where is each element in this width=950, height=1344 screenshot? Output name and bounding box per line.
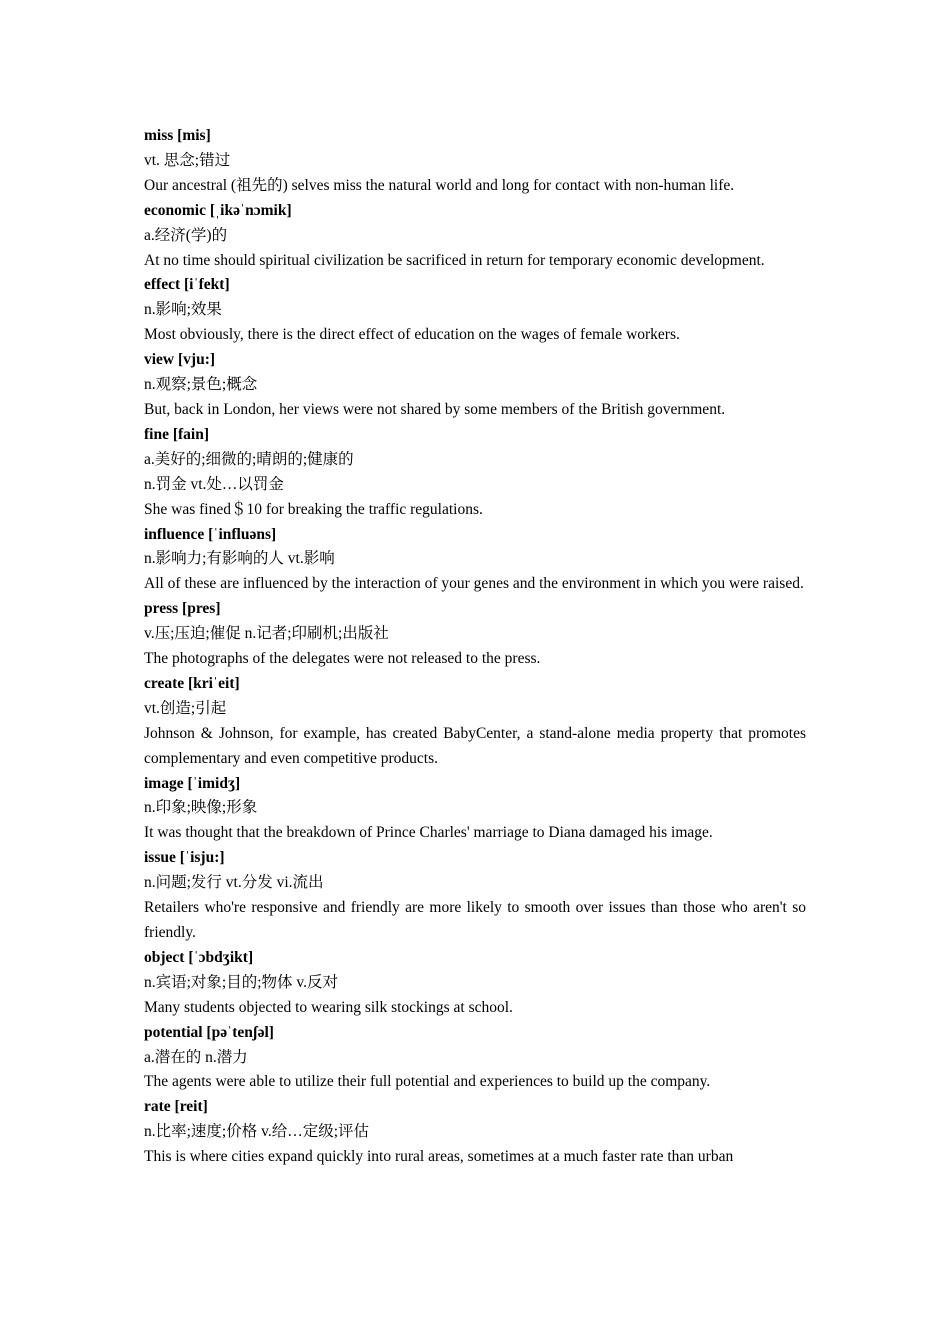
- definition: a.经济(学)的: [144, 226, 228, 244]
- definition: vt.创造;引起: [144, 699, 227, 717]
- headword: rate [reit]: [144, 1098, 208, 1116]
- example-sentence: She was fined＄10 for breaking the traffic regulations.: [144, 500, 483, 518]
- definition: n.问题;发行 vt.分发 vi.流出: [144, 874, 324, 892]
- definition: a.潜在的 n.潜力: [144, 1048, 248, 1066]
- vocab-entry: [144, 1095, 806, 1170]
- definition: n.观察;景色;概念: [144, 376, 258, 394]
- headword: issue [ˈisju:]: [144, 849, 225, 867]
- headword: influence [ˈinfluəns]: [144, 525, 277, 543]
- headword: potential [pəˈtenʃəl]: [144, 1023, 274, 1041]
- example-sentence: It was thought that the breakdown of Prince Charles' marriage to Diana damaged his image.: [144, 824, 713, 842]
- example-sentence: This is where cities expand quickly into rural areas, sometimes at a much faster rate than urban: [144, 1148, 734, 1166]
- example-sentence: The agents were able to utilize their full potential and experiences to build up the company.: [144, 1073, 711, 1091]
- headword: press [pres]: [144, 600, 221, 618]
- vocab-entry: [144, 423, 806, 523]
- vocab-entry: [144, 348, 806, 423]
- vocab-entry: [144, 672, 806, 772]
- headword: object [ˈɔbdʒikt]: [144, 948, 254, 966]
- definition: n.影响力;有影响的人 vt.影响: [144, 550, 335, 568]
- example-sentence: Retailers who're responsive and friendly are more likely to smooth over issues than those who aren't so friendly.: [144, 899, 806, 941]
- headword: create [kriˈeit]: [144, 674, 240, 692]
- definition: a.美好的;细微的;晴朗的;健康的: [144, 450, 354, 468]
- headword: economic [ˌikəˈnɔmik]: [144, 201, 292, 219]
- example-sentence: Most obviously, there is the direct effect of education on the wages of female workers.: [144, 326, 680, 344]
- definition: n.罚金 vt.处…以罚金: [144, 475, 284, 493]
- vocabulary-page: [144, 124, 806, 1170]
- definition: n.宾语;对象;目的;物体 v.反对: [144, 973, 339, 991]
- vocab-entry: [144, 946, 806, 1021]
- example-sentence: All of these are influenced by the interaction of your genes and the environment in which you were raised.: [144, 575, 804, 593]
- definition: n.影响;效果: [144, 301, 222, 319]
- headword: image [ˈimidʒ]: [144, 774, 241, 792]
- example-sentence: Many students objected to wearing silk stockings at school.: [144, 998, 513, 1016]
- example-sentence: At no time should spiritual civilization be sacrificed in return for temporary economic development.: [144, 251, 765, 269]
- vocab-entry: [144, 124, 806, 199]
- vocab-entry: [144, 523, 806, 598]
- example-sentence: Johnson & Johnson, for example, has created BabyCenter, a stand-alone media property that promotes complementary and even competitive products.: [144, 724, 806, 767]
- example-sentence: Our ancestral (祖先的) selves miss the natural world and long for contact with non-human life.: [144, 176, 735, 194]
- headword: effect [iˈfekt]: [144, 276, 230, 294]
- definition: n.印象;映像;形象: [144, 799, 258, 817]
- definition: v.压;压迫;催促 n.记者;印刷机;出版社: [144, 625, 389, 643]
- definition: vt. 思念;错过: [144, 151, 231, 169]
- vocab-entry: [144, 273, 806, 348]
- vocab-entry: [144, 199, 806, 274]
- definition: n.比率;速度;价格 v.给…定级;评估: [144, 1123, 370, 1141]
- example-sentence: The photographs of the delegates were not released to the press.: [144, 650, 541, 668]
- headword: fine [fain]: [144, 425, 210, 443]
- vocab-entry: [144, 846, 806, 946]
- example-sentence: But, back in London, her views were not shared by some members of the British government.: [144, 400, 726, 418]
- vocab-entry: [144, 1021, 806, 1096]
- vocab-entry: [144, 772, 806, 847]
- vocab-entry: [144, 597, 806, 672]
- headword: miss [mis]: [144, 127, 211, 144]
- headword: view [vju:]: [144, 351, 216, 369]
